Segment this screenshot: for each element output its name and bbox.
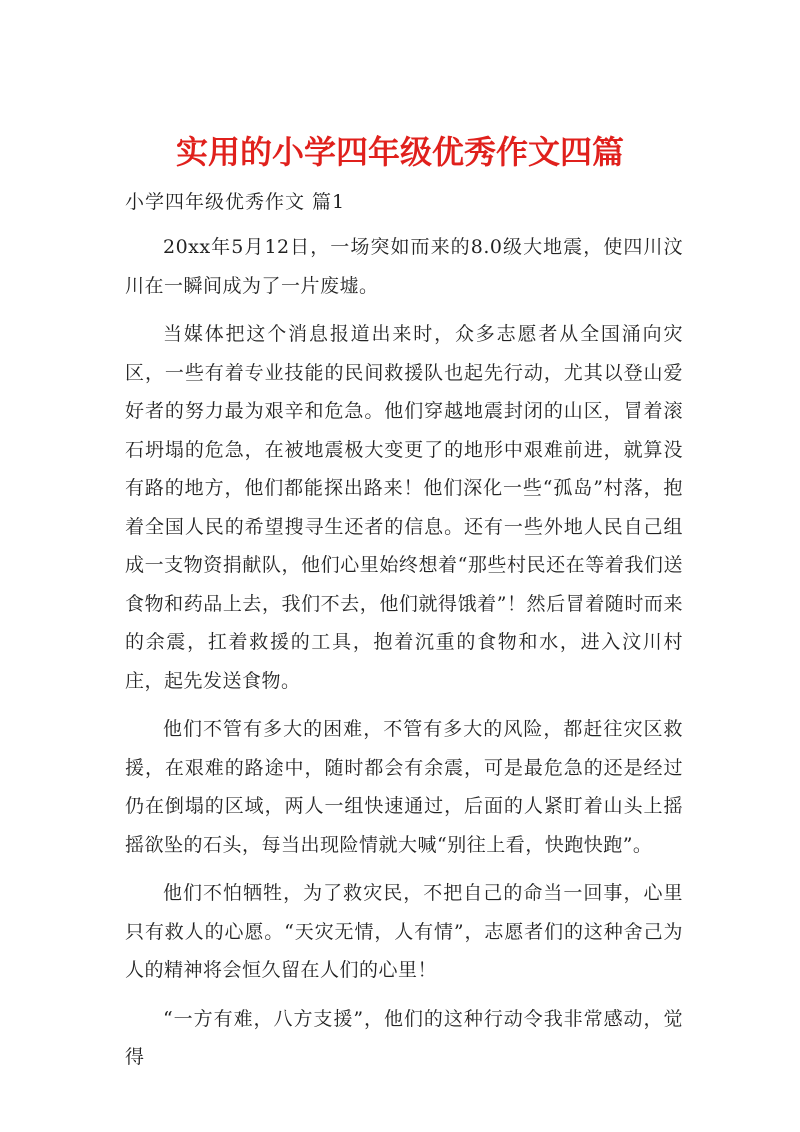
- paragraph-3: 他们不管有多大的困难，不管有多大的风险，都赶往灾区救援，在艰难的路途中，随时都会有余震，可是最危急的还是经过仍在倒塌的区域，两人一组快速通过，后面的人紧盯着山头上摇摇欲坠的石头，每当出现险情就大喊“别往上看，快跑快跑”。: [125, 718, 683, 856]
- paragraph-1: 20xx年5月12日，一场突如而来的8.0级大地震，使四川汶川在一瞬间成为了一片废墟。: [125, 236, 683, 297]
- paragraph-2: 当媒体把这个消息报道出来时，众多志愿者从全国涌向灾区，一些有着专业技能的民间救援队也起先行动，尤其以登山爱好者的努力最为艰辛和危急。他们穿越地震封闭的山区，冒着滚石坍塌的危急，在被地震极大变更了的地形中艰难前进，就算没有路的地方，他们都能探出路来！他们深化一些“孤岛”村落，抱着全国人民的希望搜寻生还者的信息。还有一些外地人民自己组成一支物资捐献队，他们心里始终想着“那些村民还在等着我们送食物和药品上去，我们不去，他们就得饿着”！然后冒着随时而来的余震，扛着救援的工具，抱着沉重的食物和水，进入汶川村庄，起先发送食物。: [125, 323, 683, 692]
- section-heading: 小学四年级优秀作文 篇1: [125, 191, 346, 213]
- paragraph-4: 他们不怕牺牲，为了救灾民，不把自己的命当一回事，心里只有救人的心愿。“天灾无情，人有情”，志愿者们的这种舍己为人的精神将会恒久留在人们的心里！: [125, 882, 683, 981]
- document-body: [125, 186, 683, 1077]
- document-title: 实用的小学四年级优秀作文四篇: [175, 133, 624, 172]
- paragraph-5: “一方有难，八方支援”，他们的这种行动令我非常感动，觉得: [125, 1007, 683, 1068]
